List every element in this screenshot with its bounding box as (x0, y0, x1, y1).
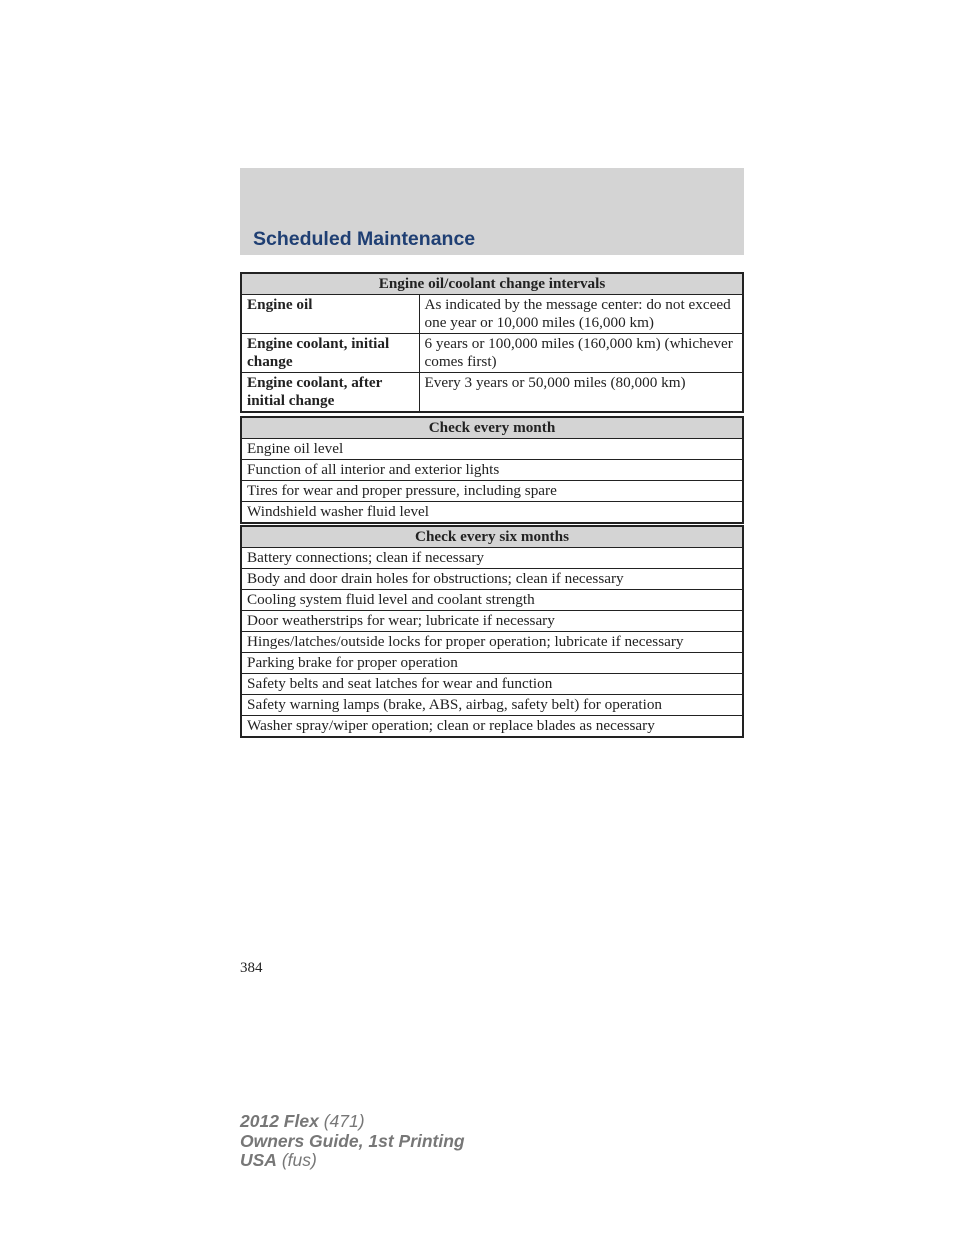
footer-line-model (240, 1112, 465, 1132)
monthly-checks-table (240, 416, 744, 524)
check-item: Safety warning lamps (brake, ABS, airbag, safety belt) for operation (241, 695, 743, 716)
interval-item: Engine coolant, after initial change (241, 373, 419, 413)
section-header-band (240, 168, 744, 255)
section-title: Scheduled Maintenance (253, 228, 476, 250)
check-item: Washer spray/wiper operation; clean or replace blades as necessary (241, 716, 743, 738)
table-row (241, 334, 743, 373)
check-item: Parking brake for proper operation (241, 653, 743, 674)
table-row (241, 716, 743, 738)
footer-market: USA (240, 1150, 277, 1170)
six-month-table-caption: Check every six months (241, 526, 743, 548)
table-row (241, 611, 743, 632)
table-row (241, 439, 743, 460)
check-item: Engine oil level (241, 439, 743, 460)
page-number: 384 (240, 960, 263, 976)
table-row (241, 295, 743, 334)
interval-item: Engine coolant, initial change (241, 334, 419, 373)
table-row (241, 653, 743, 674)
table-row (241, 674, 743, 695)
interval-value: 6 years or 100,000 miles (160,000 km) (whichever comes first) (419, 334, 743, 373)
check-item: Hinges/latches/outside locks for proper operation; lubricate if necessary (241, 632, 743, 653)
table-row (241, 695, 743, 716)
check-item: Body and door drain holes for obstructions; clean if necessary (241, 569, 743, 590)
interval-value: As indicated by the message center: do not exceed one year or 10,000 miles (16,000 km) (419, 295, 743, 334)
check-item: Cooling system fluid level and coolant strength (241, 590, 743, 611)
six-month-checks-table (240, 525, 744, 738)
table-row (241, 502, 743, 524)
footer-model: 2012 Flex (240, 1111, 319, 1131)
interval-item: Engine oil (241, 295, 419, 334)
table-header-row (241, 273, 743, 295)
table-header-row (241, 417, 743, 439)
check-item: Safety belts and seat latches for wear and function (241, 674, 743, 695)
footer-model-code: (471) (323, 1111, 365, 1131)
table-header-row (241, 526, 743, 548)
table-row (241, 632, 743, 653)
check-item: Function of all interior and exterior lights (241, 460, 743, 481)
footer-market-code: (fus) (281, 1150, 317, 1170)
intervals-table (240, 272, 744, 413)
table-row (241, 548, 743, 569)
footer-line-guide (240, 1132, 465, 1152)
table-row (241, 373, 743, 413)
document-footer (240, 1112, 465, 1171)
table-row (241, 460, 743, 481)
intervals-table-caption: Engine oil/coolant change intervals (241, 273, 743, 295)
table-row (241, 590, 743, 611)
check-item: Door weatherstrips for wear; lubricate if necessary (241, 611, 743, 632)
check-item: Windshield washer fluid level (241, 502, 743, 524)
table-row (241, 481, 743, 502)
footer-guide: Owners Guide, 1st Printing (240, 1130, 465, 1151)
check-item: Battery connections; clean if necessary (241, 548, 743, 569)
interval-value: Every 3 years or 50,000 miles (80,000 km) (419, 373, 743, 413)
monthly-table-caption: Check every month (241, 417, 743, 439)
check-item: Tires for wear and proper pressure, including spare (241, 481, 743, 502)
footer-line-market (240, 1151, 465, 1171)
table-row (241, 569, 743, 590)
